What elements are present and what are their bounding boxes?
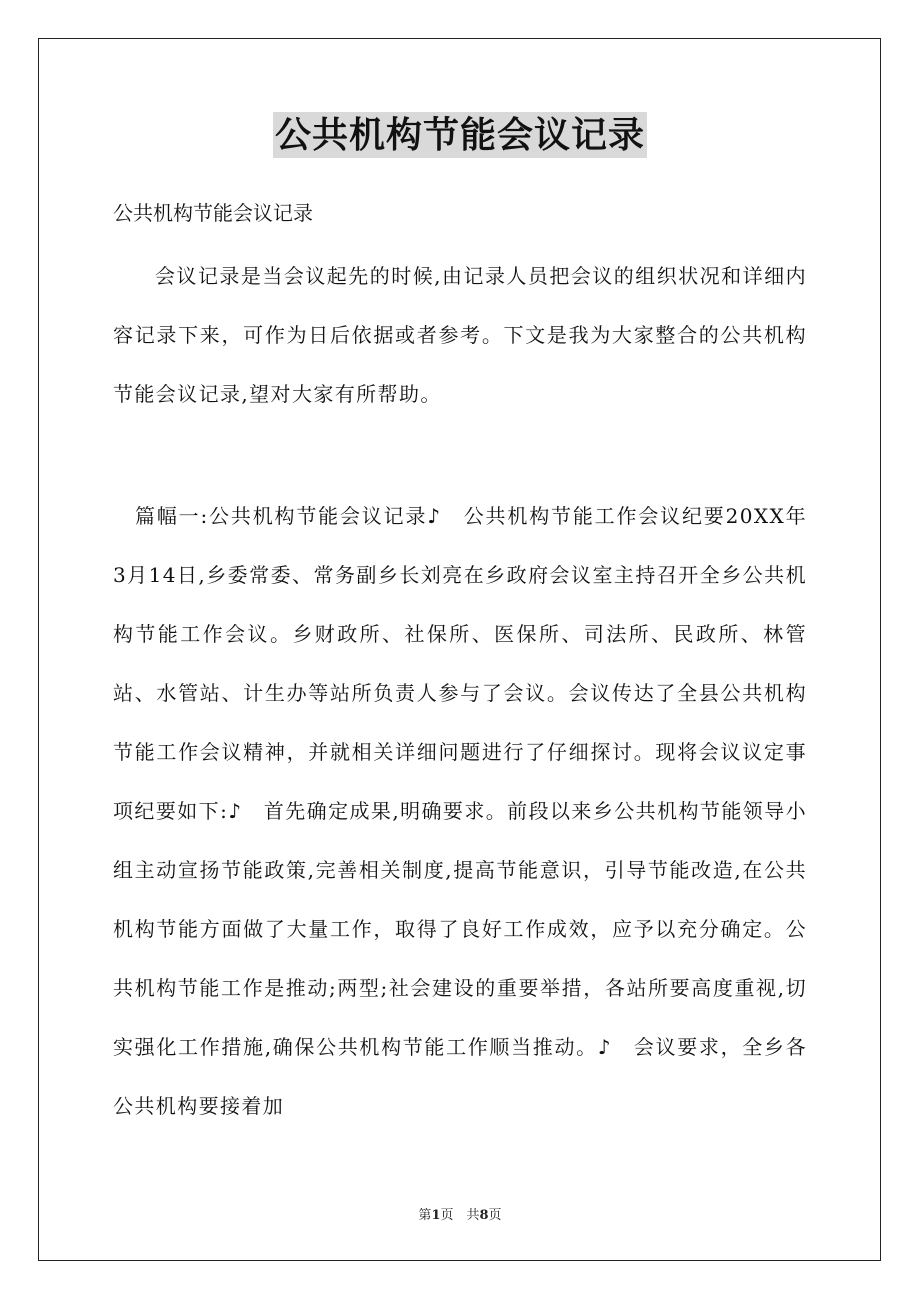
body-paragraph: 篇幅一:公共机构节能会议记录♪ 公共机构节能工作会议纪要20XX年3月14日,乡委常委、常务副乡长刘亮在乡政府会议室主持召开全乡公共机构节能工作会议。乡财政所、社保所、医保所、司法所、民政所、林管站、水管站、计生办等站所负责人参与了会议。会议传达了全县公共机构节能工作会议精神，并就相关详细问题进行了仔细探讨。现将会议议定事项纪要如下:♪ 首先确定成果,明确要求。前段以来乡公共机构节能领导小组主动宣扬节能政策,完善相关制度,提高节能意识，引导节能改造,在公共机构节能方面做了大量工作，取得了良好工作成效，应予以充分确定。公共机构节能工作是推动;两型;社会建设的重要举措，各站所要高度重视,切实强化工作措施,确保公共机构节能工作顺当推动。♪ 会议要求，全乡各公共机构要接着加 <box>113 504 807 1118</box>
footer-page-prefix: 第 <box>418 1208 432 1223</box>
footer-page-suffix: 页 <box>488 1208 502 1223</box>
footer-page-total: 8 <box>479 1208 489 1223</box>
document-title: 公共机构节能会议记录 <box>274 114 645 156</box>
footer-page-mid: 页 共 <box>440 1208 480 1223</box>
document-subtitle: 公共机构节能会议记录 <box>113 201 313 225</box>
intro-paragraph: 会议记录是当会议起先的时候,由记录人员把会议的组织状况和详细内容记录下来，可作为日后依据或者参考。下文是我为大家整合的公共机构节能会议记录,望对大家有所帮助。 <box>113 264 807 406</box>
page-footer <box>0 1207 920 1225</box>
document-title-wrapper <box>0 112 920 158</box>
footer-page-current: 1 <box>431 1208 441 1223</box>
